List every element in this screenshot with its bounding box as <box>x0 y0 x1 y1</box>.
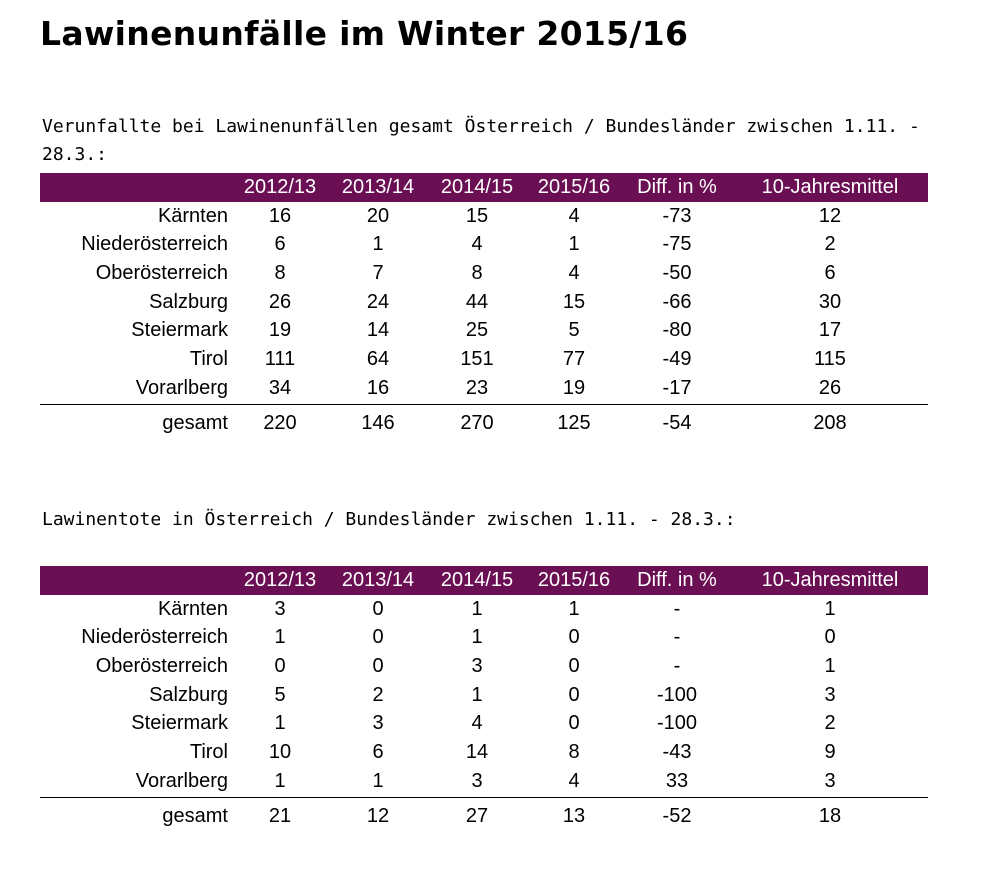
value-cell: 44 <box>465 290 489 313</box>
value-cell: - <box>673 597 681 620</box>
table-row <box>40 624 928 653</box>
value-cell: 20 <box>366 204 390 227</box>
value-cell: 0 <box>372 626 384 649</box>
header-cell: 2012/13 <box>232 173 328 202</box>
value-cell: 2 <box>372 683 384 706</box>
value-cell: 1 <box>274 712 286 735</box>
value-cell: 4 <box>471 712 483 735</box>
table-row <box>40 681 928 710</box>
value-cell: 64 <box>366 347 390 370</box>
table-row <box>40 259 928 288</box>
region-cell: Salzburg <box>149 683 228 706</box>
value-cell: 3 <box>274 597 286 620</box>
value-cell: 12 <box>818 204 842 227</box>
value-cell: -100 <box>656 712 698 735</box>
region-cell: Tirol <box>189 347 228 370</box>
total-value: 146 <box>328 404 428 443</box>
value-cell: 1 <box>372 233 384 256</box>
total-value: 27 <box>428 797 526 836</box>
value-cell: 8 <box>471 261 483 284</box>
table-deaths <box>40 566 928 836</box>
total-label: gesamt <box>40 404 232 443</box>
total-label: gesamt <box>40 797 232 836</box>
region-cell: Kärnten <box>157 597 228 620</box>
value-cell: - <box>673 626 681 649</box>
header-cell: Diff. in % <box>622 566 732 595</box>
header-row <box>40 173 928 202</box>
value-cell: -75 <box>662 233 692 256</box>
value-cell: 151 <box>460 347 494 370</box>
value-cell: 26 <box>268 290 292 313</box>
region-cell: Niederösterreich <box>81 626 228 649</box>
value-cell: 15 <box>465 204 489 227</box>
total-value: 21 <box>232 797 328 836</box>
value-cell: 6 <box>274 233 286 256</box>
value-cell: 3 <box>372 712 384 735</box>
value-cell: -66 <box>662 290 692 313</box>
value-cell: 34 <box>268 377 292 400</box>
total-value: 13 <box>526 797 622 836</box>
value-cell: 24 <box>366 290 390 313</box>
region-cell: Salzburg <box>149 290 228 313</box>
value-cell: 1 <box>274 626 286 649</box>
value-cell: 4 <box>568 770 580 793</box>
region-cell: Steiermark <box>131 319 228 342</box>
value-cell: 16 <box>366 377 390 400</box>
total-row <box>40 404 928 443</box>
value-cell: -100 <box>656 683 698 706</box>
region-cell: Kärnten <box>157 204 228 227</box>
value-cell: 1 <box>568 233 580 256</box>
region-cell: Oberösterreich <box>95 654 228 677</box>
header-cell: 2013/14 <box>328 173 428 202</box>
table-row <box>40 288 928 317</box>
value-cell: 0 <box>568 626 580 649</box>
value-cell: 1 <box>824 597 836 620</box>
value-cell: 3 <box>471 654 483 677</box>
header-cell: 2015/16 <box>526 173 622 202</box>
value-cell: 9 <box>824 740 836 763</box>
value-cell: 111 <box>264 347 296 370</box>
value-cell: 30 <box>818 290 842 313</box>
value-cell: -49 <box>662 347 692 370</box>
value-cell: 1 <box>471 683 483 706</box>
value-cell: 115 <box>814 347 846 370</box>
total-value: 220 <box>232 404 328 443</box>
value-cell: 3 <box>824 770 836 793</box>
value-cell: 19 <box>268 319 292 342</box>
total-value: 12 <box>328 797 428 836</box>
value-cell: 16 <box>268 204 292 227</box>
table-row <box>40 374 928 405</box>
header-cell: 2015/16 <box>526 566 622 595</box>
total-value: 270 <box>428 404 526 443</box>
value-cell: 4 <box>568 261 580 284</box>
value-cell: 1 <box>824 654 836 677</box>
value-cell: 2 <box>824 233 836 256</box>
value-cell: 15 <box>562 290 586 313</box>
value-cell: 2 <box>824 712 836 735</box>
table-row <box>40 202 928 231</box>
value-cell: 0 <box>824 626 836 649</box>
region-cell: Steiermark <box>131 712 228 735</box>
page-title: Lawinenunfälle im Winter 2015/16 <box>40 14 689 53</box>
total-value: 208 <box>732 404 928 443</box>
value-cell: 0 <box>568 654 580 677</box>
table-row <box>40 767 928 798</box>
value-cell: 77 <box>562 347 586 370</box>
region-cell: Vorarlberg <box>135 377 228 400</box>
value-cell: 0 <box>372 654 384 677</box>
table-row <box>40 345 928 374</box>
value-cell: -73 <box>662 204 692 227</box>
value-cell: 1 <box>274 770 286 793</box>
value-cell: -17 <box>662 377 692 400</box>
region-cell: Oberösterreich <box>95 261 228 284</box>
table-row <box>40 316 928 345</box>
table-caption-deaths: Lawinentote in Österreich / Bundesländer zwischen 1.11. - 28.3.: <box>42 509 736 530</box>
header-cell: 10-Jahresmittel <box>732 173 928 202</box>
header-cell: Diff. in % <box>622 173 732 202</box>
value-cell: 1 <box>568 597 580 620</box>
value-cell: 4 <box>471 233 483 256</box>
value-cell: 17 <box>818 319 842 342</box>
value-cell: 1 <box>471 597 483 620</box>
value-cell: 26 <box>818 377 842 400</box>
value-cell: 5 <box>274 683 286 706</box>
value-cell: 0 <box>568 712 580 735</box>
value-cell: 23 <box>465 377 489 400</box>
value-cell: 0 <box>568 683 580 706</box>
header-cell-region <box>40 173 232 202</box>
value-cell: 25 <box>465 319 489 342</box>
value-cell: 1 <box>471 626 483 649</box>
value-cell: - <box>673 654 681 677</box>
header-row <box>40 566 928 595</box>
value-cell: 6 <box>372 740 384 763</box>
table-row <box>40 709 928 738</box>
header-cell-region <box>40 566 232 595</box>
header-cell: 2014/15 <box>428 566 526 595</box>
value-cell: -80 <box>662 319 692 342</box>
value-cell: 6 <box>824 261 836 284</box>
total-value: 125 <box>526 404 622 443</box>
value-cell: -50 <box>662 261 692 284</box>
header-cell: 10-Jahresmittel <box>732 566 928 595</box>
table-row <box>40 231 928 260</box>
table-row <box>40 652 928 681</box>
table-injured <box>40 173 928 443</box>
value-cell: 8 <box>274 261 286 284</box>
value-cell: 8 <box>568 740 580 763</box>
value-cell: 10 <box>268 740 292 763</box>
total-row <box>40 797 928 836</box>
value-cell: 0 <box>372 597 384 620</box>
value-cell: 33 <box>665 770 689 793</box>
table-row <box>40 595 928 624</box>
value-cell: 19 <box>562 377 586 400</box>
region-cell: Tirol <box>189 740 228 763</box>
value-cell: -43 <box>662 740 692 763</box>
region-cell: Niederösterreich <box>81 233 228 256</box>
total-value: 18 <box>732 797 928 836</box>
total-value: -52 <box>622 797 732 836</box>
header-cell: 2014/15 <box>428 173 526 202</box>
table-caption-injured: Verunfallte bei Lawinenunfällen gesamt Österreich / Bundesländer zwischen 1.11. - 28.3.: <box>42 116 920 165</box>
value-cell: 4 <box>568 204 580 227</box>
header-cell: 2012/13 <box>232 566 328 595</box>
value-cell: 1 <box>372 770 384 793</box>
value-cell: 14 <box>366 319 390 342</box>
header-cell: 2013/14 <box>328 566 428 595</box>
value-cell: 14 <box>465 740 489 763</box>
table-row <box>40 738 928 767</box>
value-cell: 3 <box>824 683 836 706</box>
value-cell: 3 <box>471 770 483 793</box>
value-cell: 7 <box>372 261 384 284</box>
total-value: -54 <box>622 404 732 443</box>
region-cell: Vorarlberg <box>135 770 228 793</box>
value-cell: 5 <box>568 319 580 342</box>
value-cell: 0 <box>274 654 286 677</box>
